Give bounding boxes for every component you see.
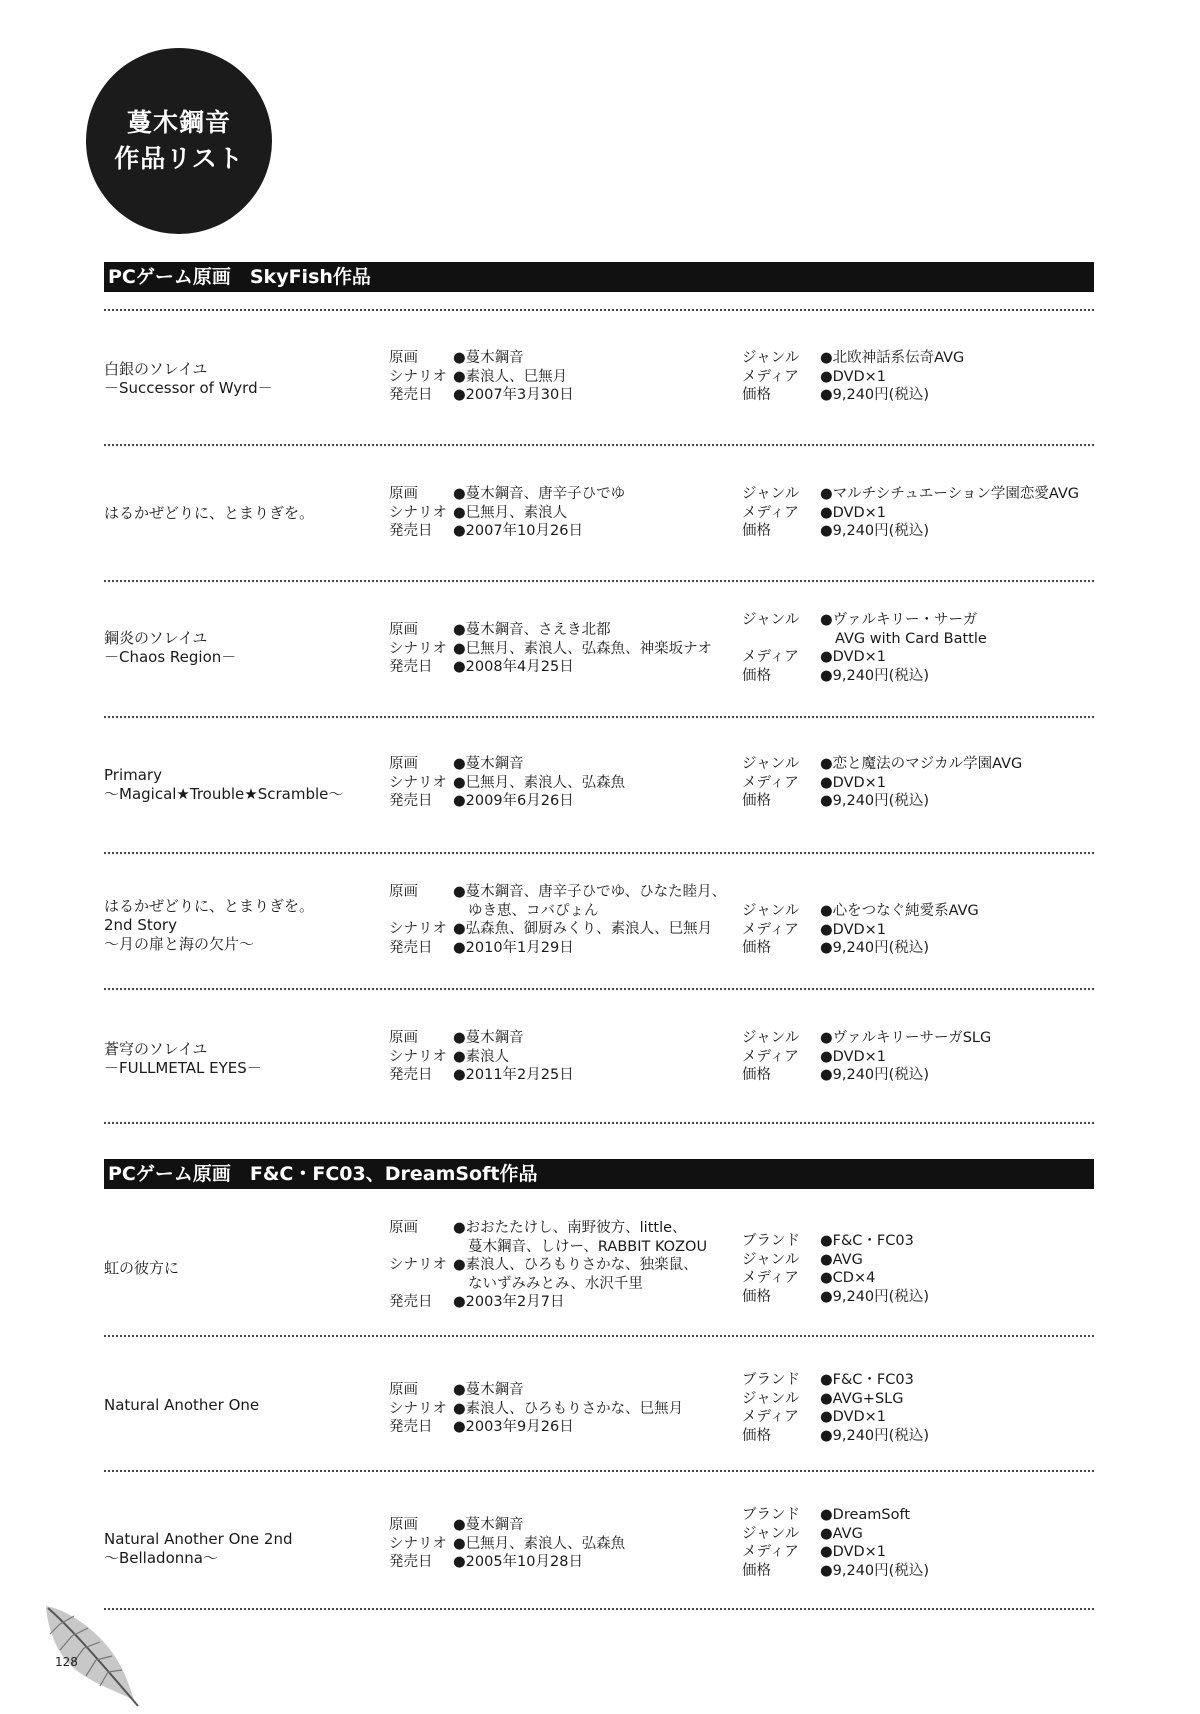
dotted-separator [104,852,1094,854]
work-title [104,629,374,667]
field-value [820,386,929,405]
work-title-line: 白銀のソレイユ [104,360,208,378]
field-row [389,1516,625,1535]
field-value [453,755,524,774]
field-label: 原画 [389,1220,418,1236]
field-value-line: ●9,240円(税込) [820,523,929,539]
field-label: 価格 [742,667,771,684]
field-value [453,1418,574,1437]
field-row [389,522,625,541]
field-value-line: ●巳無月、素浪人 [453,504,568,521]
field-label: 価格 [742,1562,771,1579]
field-value [820,1525,863,1544]
field-value [453,1535,625,1554]
field-label: ジャンル [742,1251,800,1268]
credits-column [389,621,712,677]
field-label: 発売日 [389,1419,433,1435]
work-title-line: ～月の扉と海の欠片～ [104,935,255,953]
field-value-line: ●心をつなぐ純愛系AVG [820,903,979,919]
field-value [820,1506,910,1525]
field-label: メディア [742,649,799,665]
work-title-line: －FULLMETAL EYES－ [104,1059,262,1077]
field-value-line: ●DreamSoft [820,1507,911,1523]
field-label: 原画 [389,1517,418,1533]
field-value-line: ●F&C・FC03 [820,1233,914,1249]
field-value-line: ●2010年1月29日 [453,939,574,956]
field-label: シナリオ [389,921,447,937]
work-title-line: Natural Another One 2nd [104,1530,293,1548]
field-row [389,1381,683,1400]
field-label: シナリオ [389,368,447,385]
field-value-line: ●蔓木鋼音 [453,1382,524,1398]
field-row [742,1525,929,1544]
dotted-separator [104,1122,1094,1124]
dotted-separator [104,309,1094,311]
field-label: ブランド [742,1507,800,1523]
field-value-line: ●素浪人、ひろもりさかな、巳無月 [453,1400,684,1417]
field-label: ジャンル [742,1390,800,1407]
field-label: 価格 [742,1427,771,1444]
field-row [742,1562,929,1581]
field-label: シナリオ [389,1400,447,1417]
field-label: ブランド [742,1233,800,1249]
field-label: シナリオ [389,640,447,657]
field-value [453,1029,524,1048]
field-row [389,755,625,774]
field-value [820,1371,914,1390]
work-title [104,504,374,523]
field-label: ジャンル [742,1030,800,1046]
page-number: 128 [55,1655,78,1669]
field-label: 発売日 [389,1554,433,1570]
field-row [742,504,1079,523]
specs-column [742,755,1022,811]
field-value-line: ●恋と魔法のマジカル学園AVG [820,756,1023,772]
specs-column [742,485,1079,541]
field-value-line: ●蔓木鋼音 [453,1517,524,1533]
credits-column [389,485,625,541]
dotted-separator [104,580,1094,582]
dotted-separator [104,1335,1094,1337]
field-value-line: ●素浪人、ひろもりさかな、独楽鼠、 [453,1257,698,1273]
field-value-line: ●蔓木鋼音、唐辛子ひでゆ [453,486,626,502]
field-label: 価格 [742,793,771,809]
field-value [453,1066,574,1085]
field-label: メディア [742,1544,799,1560]
field-label: 原画 [389,884,418,900]
field-row [389,774,625,793]
field-value [820,1048,886,1067]
field-value-line: ●9,240円(税込) [820,940,929,956]
field-value [820,902,979,921]
specs-column [742,1029,991,1085]
field-value-line: ●2011年2月25日 [453,1067,574,1083]
field-label: 価格 [742,1288,771,1305]
field-value-line: ●巳無月、素浪人、弘森魚 [453,774,626,791]
field-row [389,658,712,677]
field-value-line: ●CD×4 [820,1270,876,1286]
field-value-line: ●マルチシチュエーション学園恋愛AVG [820,486,1079,502]
work-title-line: はるかぜどりに、とまりぎを。 [104,897,315,915]
field-value [820,1288,929,1307]
field-value [820,774,886,793]
field-value [820,368,886,387]
field-value [453,883,726,920]
field-value [453,504,567,523]
work-title-line: ～Belladonna～ [104,1549,218,1567]
field-label: 原画 [389,1382,418,1398]
field-label: シナリオ [389,1257,447,1273]
field-value-line: ●2003年9月26日 [453,1419,574,1435]
field-value-line: ●DVD×1 [820,504,887,521]
credits-column [389,349,574,405]
field-label: 発売日 [389,659,433,675]
field-value [453,522,583,541]
field-row [389,1535,625,1554]
field-value-line: ●2007年10月26日 [453,523,583,539]
field-row [389,504,625,523]
field-value [820,667,929,686]
field-row [389,939,726,958]
field-value [820,504,886,523]
specs-column [742,611,987,685]
field-label: メディア [742,921,799,938]
field-value-line: ●弘森魚、御厨みくり、素浪人、巳無月 [453,921,713,937]
field-label: メディア [742,1409,799,1425]
field-value [453,640,712,659]
field-value [820,1232,914,1251]
work-title-line: －Successor of Wyrd－ [104,379,273,397]
work-title-line: 鋼炎のソレイユ [104,629,208,647]
section-heading: PCゲーム原画 F&C・FC03、DreamSoft作品 [104,1159,1094,1189]
work-title-line: Primary [104,766,162,784]
field-value-line: ●蔓木鋼音 [453,756,524,772]
credits-column [389,1381,683,1437]
field-value [820,1408,886,1427]
field-value-line: ●9,240円(税込) [820,1562,929,1579]
dotted-separator [104,444,1094,446]
field-row [742,349,964,368]
field-row [389,792,625,811]
field-label: 発売日 [389,523,433,539]
field-value [453,792,574,811]
field-value-line: ●ヴァルキリー・サーガ [820,612,978,628]
badge-line-2: 作品リスト [114,144,244,173]
field-value-line: ゆき恵、コバぴょん [468,902,599,919]
field-label: 発売日 [389,793,433,809]
work-title [104,360,374,398]
field-value-line: ●巳無月、素浪人、弘森魚、神楽坂ナオ [453,640,712,657]
credits-column [389,883,726,957]
field-row [742,1371,929,1390]
field-value [820,1029,991,1048]
field-row [389,1553,625,1572]
field-label: ジャンル [742,756,800,772]
field-value [820,1543,886,1562]
field-row [389,1048,574,1067]
field-value-line: ●素浪人 [453,1048,510,1065]
work-title [104,897,374,954]
field-row [742,485,1079,504]
field-row [389,621,712,640]
specs-column [742,1232,929,1306]
field-row [742,522,1079,541]
work-title-line: －Chaos Region－ [104,648,237,666]
field-label: ジャンル [742,486,800,502]
title-badge [86,48,272,234]
work-title [104,1259,374,1278]
field-label: 価格 [742,387,771,403]
section-heading: PCゲーム原画 SkyFish作品 [104,262,1094,292]
field-value [820,939,929,958]
field-row [389,485,625,504]
field-row [389,368,574,387]
field-value-line: ●DVD×1 [820,368,887,385]
field-value [453,920,712,939]
field-row [389,1219,707,1256]
field-value [453,774,625,793]
field-value-line: ●DVD×1 [820,649,887,665]
work-title-line: 蒼穹のソレイユ [104,1040,208,1058]
work-title-line: ～Magical★Trouble★Scramble～ [104,785,344,803]
field-value [820,755,1022,774]
field-row [742,792,1022,811]
field-row [742,1029,991,1048]
field-value-line: ●北欧神話系伝奇AVG [820,350,965,366]
field-value-line: ●AVG [820,1251,863,1268]
field-label: シナリオ [389,1535,447,1552]
dotted-separator [104,988,1094,990]
field-value-line: 蔓木鋼音、しけー、RABBIT KOZOU [468,1238,708,1255]
field-row [742,1066,991,1085]
field-value-line: ●DVD×1 [820,1048,887,1065]
work-title [104,1040,374,1078]
field-label: シナリオ [389,504,447,521]
field-value-line: ●9,240円(税込) [820,1067,929,1083]
field-value [453,1381,524,1400]
field-value-line: ●蔓木鋼音 [453,350,524,366]
field-value-line: ●2007年3月30日 [453,387,574,403]
field-row [389,1293,707,1312]
field-value [820,349,964,368]
field-row [742,1232,929,1251]
field-value [453,1553,583,1572]
field-value-line: ●9,240円(税込) [820,1427,929,1444]
field-label: シナリオ [389,1048,447,1065]
credits-column [389,1029,574,1085]
credits-column [389,1516,625,1572]
field-value-line: ●巳無月、素浪人、弘森魚 [453,1535,626,1552]
field-value [820,611,987,648]
specs-column [742,902,979,958]
field-value [820,1562,929,1581]
field-value-line: ●9,240円(税込) [820,387,929,403]
field-label: 原画 [389,350,418,366]
field-value-line: ないずみみとみ、水沢千里 [468,1275,643,1292]
field-value [820,1251,863,1270]
field-value-line: ●DVD×1 [820,1544,887,1560]
field-label: メディア [742,368,799,385]
field-label: ジャンル [742,350,800,366]
field-row [389,349,574,368]
specs-column [742,1506,929,1580]
work-title-line: 虹の彼方に [104,1259,180,1277]
field-row [742,902,979,921]
credits-column [389,1219,707,1312]
field-label: 発売日 [389,387,433,403]
dotted-separator [104,1470,1094,1472]
field-label: メディア [742,1048,799,1065]
field-value [453,939,574,958]
field-value-line: ●蔓木鋼音、唐辛子ひでゆ、ひなた睦月、 [453,884,727,900]
field-row [742,1506,929,1525]
field-label: シナリオ [389,774,447,791]
badge-line-1: 蔓木鋼音 [126,108,231,137]
field-value [453,1219,707,1256]
field-value [820,485,1079,504]
field-value-line: ●2008年4月25日 [453,659,574,675]
field-row [742,921,979,940]
dotted-separator [104,716,1094,718]
field-value-line: ●F&C・FC03 [820,1372,914,1388]
field-label: ジャンル [742,1525,800,1542]
field-row [742,667,987,686]
field-value [820,921,886,940]
field-label: 価格 [742,1067,771,1083]
field-row [742,368,964,387]
field-value-line: ●蔓木鋼音 [453,1030,524,1046]
field-row [389,1418,683,1437]
field-row [389,1066,574,1085]
credits-column [389,755,625,811]
field-row [742,1048,991,1067]
field-value [453,349,524,368]
work-title [104,1530,374,1568]
field-value-line: ●DVD×1 [820,1409,887,1425]
field-value [820,1427,929,1446]
field-label: メディア [742,774,799,791]
field-label: ジャンル [742,612,800,628]
field-label: 発売日 [389,1294,433,1310]
field-label: 発売日 [389,1067,433,1083]
field-row [389,386,574,405]
field-label: 原画 [389,756,418,772]
field-row [742,774,1022,793]
field-row [389,920,726,939]
field-value [453,1256,698,1293]
field-row [742,1543,929,1562]
field-value [453,621,611,640]
field-value-line: ●AVG+SLG [820,1390,904,1407]
field-label: 原画 [389,622,418,638]
field-value [820,1390,903,1409]
field-row [742,1251,929,1270]
field-label: ブランド [742,1372,800,1388]
field-value [820,522,929,541]
dotted-separator [104,1608,1094,1610]
field-label: 原画 [389,1030,418,1046]
field-value-line: AVG with Card Battle [835,630,987,647]
field-value [820,1269,875,1288]
field-value-line: ●9,240円(税込) [820,793,929,809]
field-label: メディア [742,1270,799,1286]
field-value [453,1516,524,1535]
specs-column [742,1371,929,1445]
work-title-line: 2nd Story [104,916,177,934]
field-label: 原画 [389,486,418,502]
field-value [820,648,886,667]
field-value [820,792,929,811]
field-value-line: ●2009年6月26日 [453,793,574,809]
field-value [453,386,574,405]
field-row [389,1256,707,1293]
field-row [742,1390,929,1409]
field-value [820,1066,929,1085]
field-value-line: ●おおたたけし、南野彼方、little、 [453,1220,687,1236]
field-value-line: ●DVD×1 [820,774,887,791]
field-row [742,1288,929,1307]
field-label: 価格 [742,523,771,539]
field-row [742,939,979,958]
field-value-line: ●蔓木鋼音、さえき北都 [453,622,611,638]
field-row [742,386,964,405]
field-label: 価格 [742,940,771,956]
field-value-line: ●DVD×1 [820,921,887,938]
field-row [389,1029,574,1048]
field-row [389,883,726,920]
field-value [453,1048,509,1067]
field-value [453,1400,683,1419]
field-value-line: ●素浪人、巳無月 [453,368,568,385]
field-label: 発売日 [389,939,433,956]
field-value-line: ●9,240円(税込) [820,667,929,684]
field-row [742,1269,929,1288]
field-row [742,1427,929,1446]
work-title [104,766,374,804]
field-value-line: ●ヴァルキリーサーガSLG [820,1030,992,1046]
field-value [453,1293,565,1312]
field-row [389,1400,683,1419]
field-row [742,611,987,648]
field-row [389,640,712,659]
field-value [453,485,625,504]
field-label: ジャンル [742,903,800,919]
field-value-line: ●9,240円(税込) [820,1288,929,1305]
work-title-line: はるかぜどりに、とまりぎを。 [104,504,315,522]
field-row [742,1408,929,1427]
specs-column [742,349,964,405]
field-row [742,648,987,667]
field-row [742,755,1022,774]
field-value [453,368,567,387]
field-label: メディア [742,504,799,521]
field-value [453,658,574,677]
field-value-line: ●AVG [820,1525,863,1542]
work-title-line: Natural Another One [104,1396,260,1414]
work-title [104,1396,374,1415]
field-value-line: ●2003年2月7日 [453,1294,565,1310]
field-value-line: ●2005年10月28日 [453,1554,583,1570]
